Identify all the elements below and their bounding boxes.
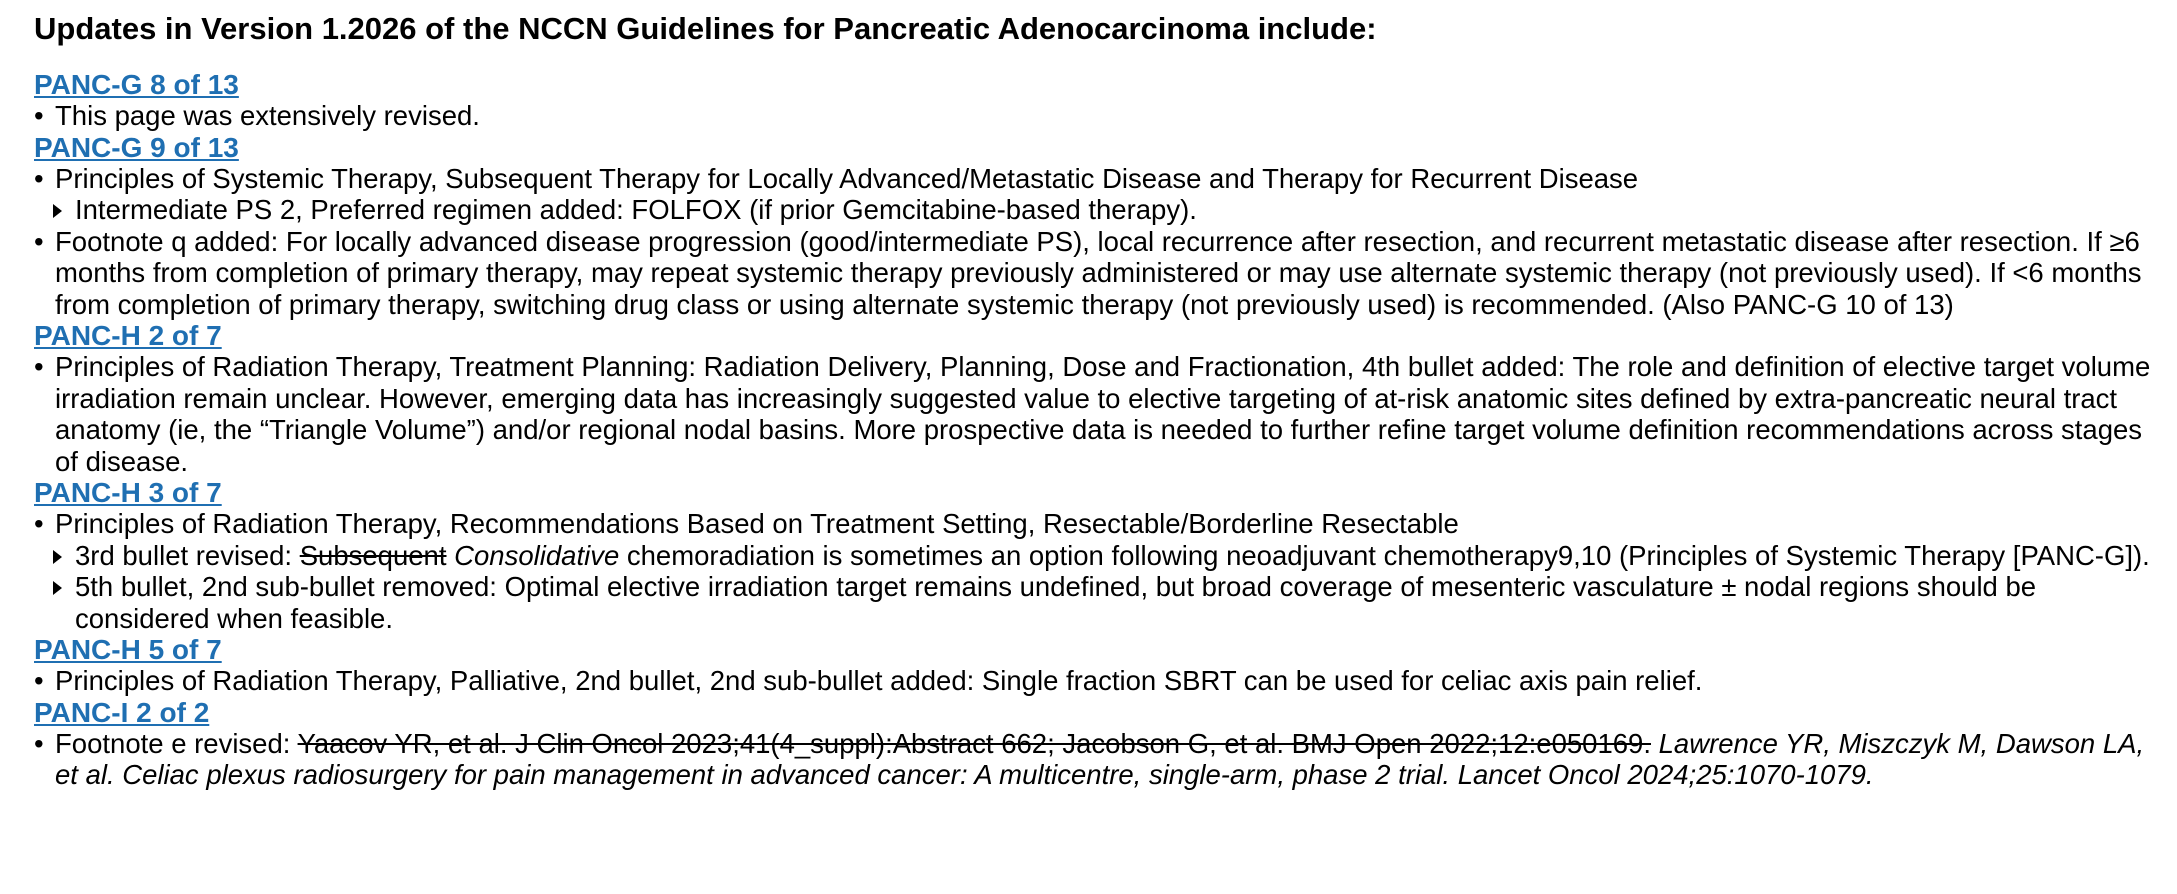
bullet-item bbox=[34, 163, 2167, 195]
triangle-right-icon bbox=[53, 204, 62, 218]
section-panc-i-2 bbox=[34, 697, 2167, 791]
bullet-item bbox=[34, 728, 2167, 791]
italic-text: Lawrence YR, Miszczyk M, Dawson LA, et al. Celiac plexus radiosurgery for pain management in advanced cancer: A multicentre, single-arm, phase 2 trial. Lancet Oncol 2024;25:1070-1079. bbox=[55, 727, 2145, 790]
section-panc-h-2 bbox=[34, 320, 2167, 477]
italic-text: Consolidative bbox=[454, 539, 620, 571]
bullet-text: Principles of Radiation Therapy, Recommendations Based on Treatment Setting, Resectable/Borderline Resectable bbox=[55, 508, 1459, 539]
section-panc-h-5 bbox=[34, 634, 2167, 697]
bullet-text: Principles of Systemic Therapy, Subsequent Therapy for Locally Advanced/Metastatic Disease and Therapy for Recurrent Disease bbox=[55, 162, 1639, 194]
sub-bullet-item bbox=[34, 571, 2167, 634]
bullet-text: This page was extensively revised. bbox=[55, 100, 480, 131]
link-panc-h-2-of-7[interactable]: PANC-H 2 of 7 bbox=[34, 320, 222, 351]
bullet-mark: • bbox=[34, 727, 44, 759]
sub-bullet-item bbox=[34, 194, 2167, 226]
section-panc-h-3 bbox=[34, 477, 2167, 634]
section-panc-g-8 bbox=[34, 69, 2167, 132]
bullet-item bbox=[34, 665, 2167, 697]
bullet-mark: • bbox=[34, 508, 44, 539]
link-panc-i-2-of-2[interactable]: PANC-I 2 of 2 bbox=[34, 696, 210, 728]
struck-text: Subsequent bbox=[299, 539, 447, 571]
bullet-prefix: Footnote e revised: bbox=[55, 727, 298, 759]
bullet-text: Principles of Radiation Therapy, Palliative, 2nd bullet, 2nd sub-bullet added: Single fraction SBRT can be used for celiac axis pain relief. bbox=[55, 665, 1703, 696]
sub-bullet-item bbox=[34, 540, 2167, 572]
bullet-text: Principles of Radiation Therapy, Treatment Planning: Radiation Delivery, Planning, Dose and Fractionation, 4th bullet added: The role and definition of elective target volume irradiation remain unclear. However, emerging data has increasingly suggested value to elective targeting of at-risk anatomic sites defined by extra-pancreatic neural tract anatomy (ie, the “Triangle Volume”) and/or regional nodal basins. More prospective data is needed to further refine target volume definition recommendations across stages of disease. bbox=[55, 351, 2151, 477]
bullet-mark: • bbox=[34, 351, 44, 382]
triangle-right-icon bbox=[53, 550, 62, 564]
bullet-mark: • bbox=[34, 162, 44, 194]
page-title: Updates in Version 1.2026 of the NCCN Guidelines for Pancreatic Adenocarcinoma include: bbox=[34, 11, 1377, 46]
link-panc-g-8-of-13[interactable]: PANC-G 8 of 13 bbox=[34, 69, 239, 100]
bullet-text: Footnote q added: For locally advanced disease progression (good/intermediate PS), local recurrence after resection, and recurrent metastatic disease after resection. If ≥6 months from completion of primary therapy, may repeat systemic therapy previously administered or may use alternate systemic therapy (not previously used). If <6 months from completion of primary therapy, switching drug class or using alternate systemic therapy (not previously used) is recommended. (Also PANC-G 10 of 13) bbox=[55, 225, 2142, 320]
sub-bullet-text: Intermediate PS 2, Preferred regimen added: FOLFOX (if prior Gemcitabine-based therapy). bbox=[75, 194, 1197, 225]
sub-bullet-suffix: chemoradiation is sometimes an option following neoadjuvant chemotherapy9,10 (Principles of Systemic Therapy [PANC-G]). bbox=[619, 539, 2150, 571]
bullet-item bbox=[34, 100, 2167, 132]
bullet-item bbox=[34, 508, 2167, 540]
bullet-mark: • bbox=[34, 100, 44, 131]
link-panc-h-5-of-7[interactable]: PANC-H 5 of 7 bbox=[34, 634, 222, 665]
sub-bullet-prefix: 3rd bullet revised: bbox=[75, 539, 300, 571]
bullet-mark: • bbox=[34, 665, 44, 696]
link-panc-g-9-of-13[interactable]: PANC-G 9 of 13 bbox=[34, 131, 239, 163]
link-panc-h-3-of-7[interactable]: PANC-H 3 of 7 bbox=[34, 477, 222, 508]
bullet-item bbox=[34, 226, 2167, 321]
bullet-item bbox=[34, 351, 2167, 477]
triangle-right-icon bbox=[53, 581, 62, 595]
sub-bullet-text: 5th bullet, 2nd sub-bullet removed: Optimal elective irradiation target remains undefined, but broad coverage of mesenteric vasculature ± nodal regions should be considered when feasible. bbox=[75, 571, 2037, 634]
bullet-mark: • bbox=[34, 225, 44, 257]
section-panc-g-9 bbox=[34, 132, 2167, 321]
struck-text: Yaacov YR, et al. J Clin Oncol 2023;41(4_suppl):Abstract 662; Jacobson G, et al. BMJ Open 2022;12:e050169. bbox=[297, 727, 1651, 759]
